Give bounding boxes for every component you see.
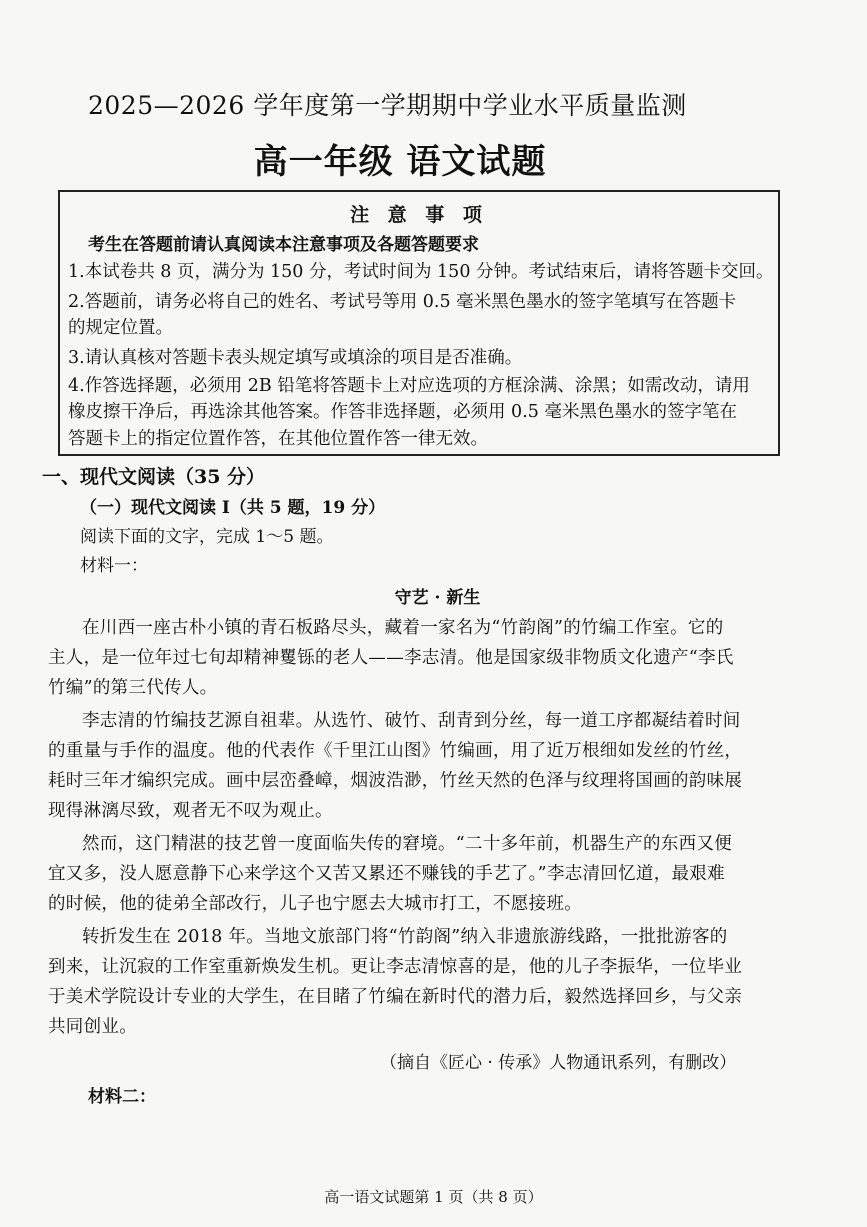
notice-line: 的规定位置。 bbox=[68, 318, 173, 338]
article-line: 耗时三年才编织完成。画中层峦叠嶂，烟波浩渺，竹丝天然的色泽与纹理将国画的韵味展 bbox=[48, 771, 743, 791]
article-line: 于美术学院设计专业的大学生，在目睹了竹编在新时代的潜力后，毅然选择回乡，与父亲 bbox=[48, 987, 743, 1007]
page-footer: 高一语文试题第 1 页（共 8 页） bbox=[324, 1188, 543, 1206]
article-line: 主人，是一位年过七旬却精神矍铄的老人——李志清。他是国家级非物质文化遗产“李氏 bbox=[48, 648, 734, 668]
notice-line: 3.请认真核对答题卡表头规定填写或填涂的项目是否准确。 bbox=[68, 348, 523, 368]
notice-heading: 注 意 事 项 bbox=[350, 204, 488, 226]
grade-title: 高一年级 语文试题 bbox=[253, 142, 547, 182]
material-1-label: 材料一： bbox=[80, 556, 148, 576]
notice-box bbox=[58, 190, 780, 456]
article-line: 转折发生在 2018 年。当地文旅部门将“竹韵阁”纳入非遗旅游线路，一批批游客的 bbox=[82, 927, 728, 947]
article-title: 守艺 · 新生 bbox=[394, 588, 481, 608]
material-2-label: 材料二： bbox=[88, 1087, 156, 1107]
section-subtitle: （一）现代文阅读 I（共 5 题，19 分） bbox=[80, 498, 386, 518]
article-line: 共同创业。 bbox=[48, 1017, 137, 1037]
article-line: 在川西一座古朴小镇的青石板路尽头，藏着一家名为“竹韵阁”的竹编工作室。它的 bbox=[82, 618, 724, 638]
article-line: 竹编”的第三代传人。 bbox=[48, 678, 218, 698]
article-line: 现得淋漓尽致，观者无不叹为观止。 bbox=[48, 801, 333, 821]
exam-title: 2025—2026 学年度第一学期期中学业水平质量监测 bbox=[88, 91, 687, 120]
notice-line: 答题卡上的指定位置作答，在其他位置作答一律无效。 bbox=[68, 429, 488, 449]
notice-line: 2.答题前，请务必将自己的姓名、考试号等用 0.5 毫米黑色墨水的签字笔填写在答题卡 bbox=[68, 292, 737, 312]
reading-instruction: 阅读下面的文字，完成 1～5 题。 bbox=[80, 527, 334, 547]
notice-line: 1.本试卷共 8 页，满分为 150 分，考试时间为 150 分钟。考试结束后，请将答题卡交回。 bbox=[68, 262, 774, 282]
article-line: 李志清的竹编技艺源自祖辈。从选竹、破竹、刮青到分丝，每一道工序都凝结着时间 bbox=[82, 711, 741, 731]
notice-line: 4.作答选择题，必须用 2B 铅笔将答题卡上对应选项的方框涂满、涂黑；如需改动，请用 bbox=[68, 376, 750, 396]
notice-intro: 考生在答题前请认真阅读本注意事项及各题答题要求 bbox=[88, 235, 479, 255]
article-source: （摘自《匠心 · 传承》人物通讯系列，有删改） bbox=[380, 1053, 737, 1073]
notice-line: 橡皮擦干净后，再选涂其他答案。作答非选择题，必须用 0.5 毫米黑色墨水的签字笔在 bbox=[68, 402, 737, 422]
article-line: 宜又多，没人愿意静下心来学这个又苦又累还不赚钱的手艺了。”李志清回忆道，最艰难 bbox=[48, 864, 725, 884]
article-line: 然而，这门精湛的技艺曾一度面临失传的窘境。“二十多年前，机器生产的东西又便 bbox=[82, 834, 733, 854]
article-line: 的时候，他的徒弟全部改行，儿子也宁愿去大城市打工，不愿接班。 bbox=[48, 894, 582, 914]
section-title: 一、现代文阅读（35 分） bbox=[42, 466, 266, 488]
article-line: 的重量与手作的温度。他的代表作《千里江山图》竹编画，用了近万根细如发丝的竹丝， bbox=[48, 741, 743, 761]
article-line: 到来，让沉寂的工作室重新焕发生机。更让李志清惊喜的是，他的儿子李振华，一位毕业 bbox=[48, 957, 743, 977]
